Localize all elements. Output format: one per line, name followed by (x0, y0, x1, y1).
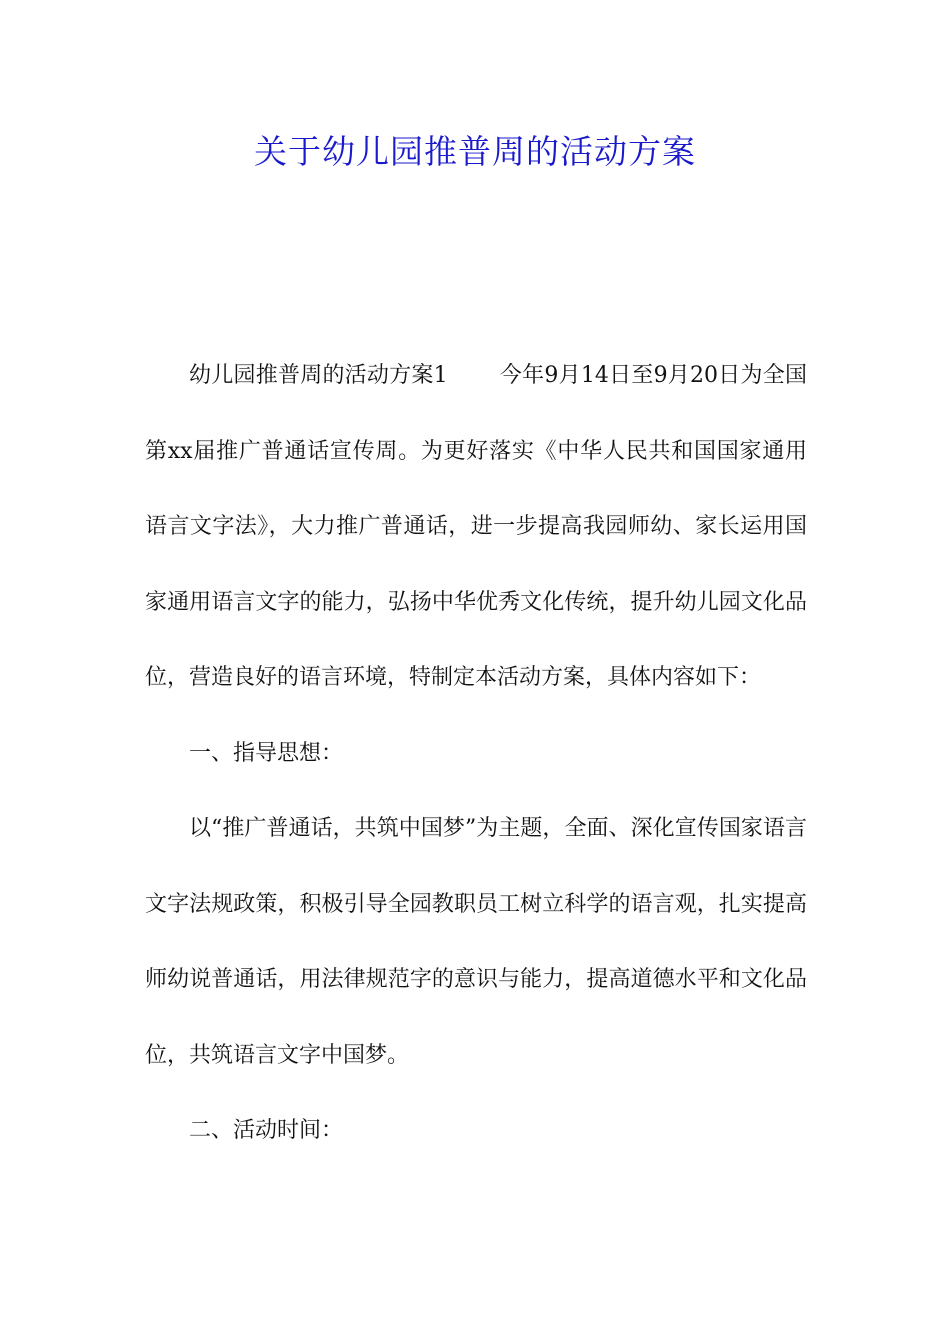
intro-heading: 幼儿园推普周的活动方案1 (189, 363, 448, 388)
section2-heading: 二、活动时间： (189, 1118, 344, 1143)
document-title: 关于幼儿园推普周的活动方案 (254, 132, 696, 171)
intro-text: 今年9月14日至9月20日为全国第xx届推广普通话宣传周。为更好落实《中华人民共和国国家通用语言文字法》，大力推广普通话，进一步提高我园师幼、家长运用国家通用语言文字的能力，弘扬中华优秀文化传统，提升幼儿园文化品位，营造良好的语言环境，特制定本活动方案，具体内容如下： (145, 363, 808, 690)
section1-heading: 一、指导思想： (189, 740, 344, 766)
intro-paragraph (145, 338, 807, 716)
document-body (145, 338, 807, 1169)
section1-paragraph: 以“推广普通话，共筑中国梦”为主题，全面、深化宣传国家语言文字法规政策，积极引导全园教职员工树立科学的语言观，扎实提高师幼说普通话，用法律规范字的意识与能力，提高道德水平和文化品位，共筑语言文字中国梦。 (145, 816, 807, 1068)
